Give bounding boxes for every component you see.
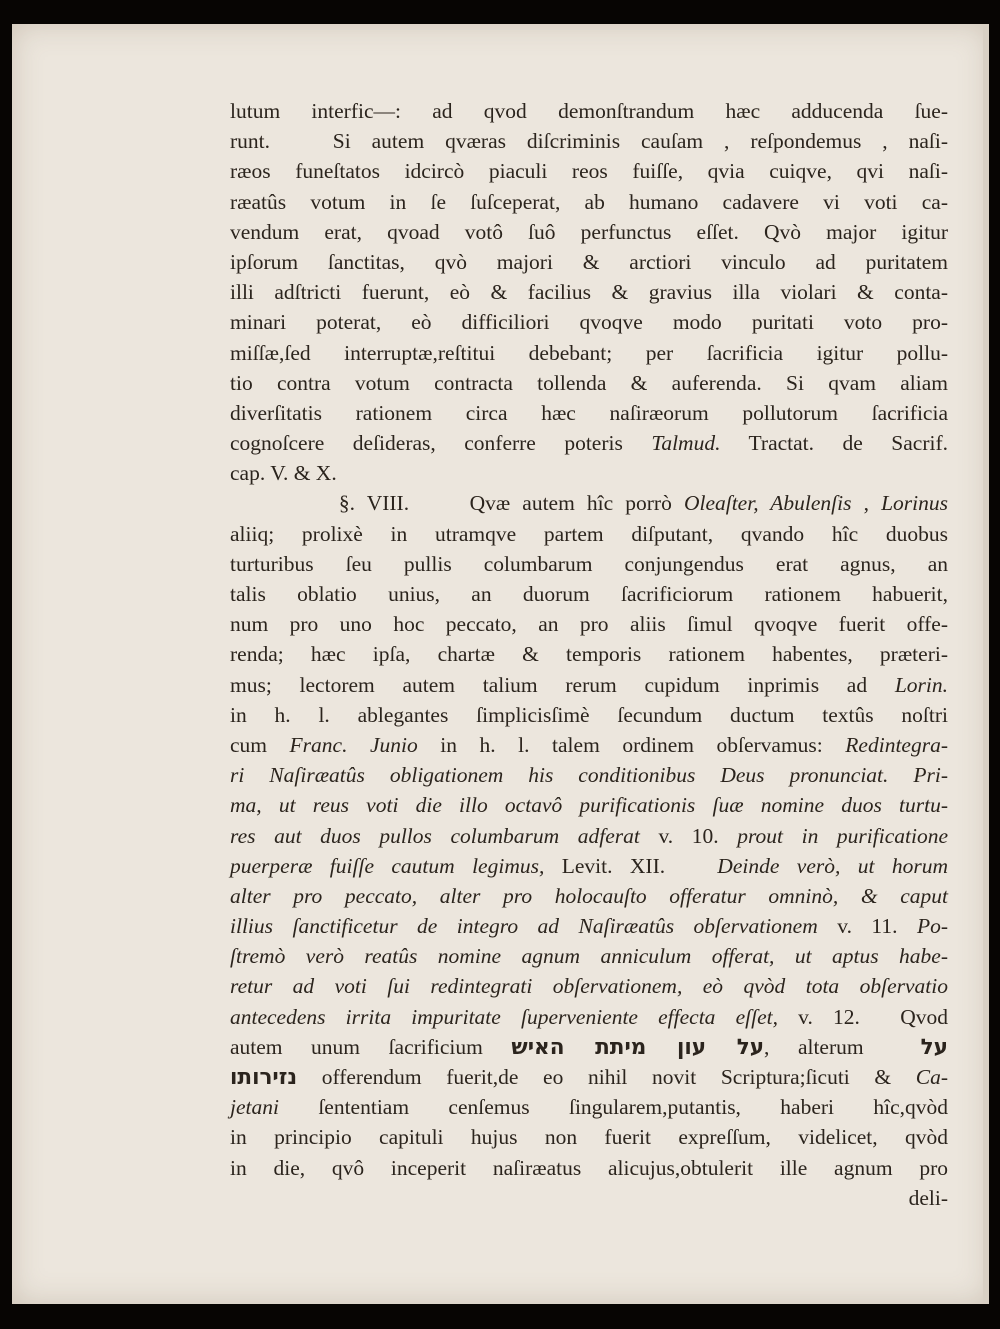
- text-line: [230, 911, 948, 941]
- text-line: [230, 217, 948, 247]
- text-segment: ſententiam cenſemus ſingularem,putantis, haberi hîc,qvòd: [278, 1095, 948, 1120]
- text-line: [230, 579, 948, 609]
- text-segment: turturibus ſeu pullis columbarum conjungendus erat agnus, an: [230, 551, 948, 576]
- text-line: [230, 609, 948, 639]
- italic-text: Talmud.: [651, 431, 721, 456]
- italic-text: ma, ut reus voti die illo octavô purificationis ſuæ nomine duos turtu-: [230, 793, 948, 818]
- text-segment: vendum erat, qvoad votô ſuô perfunctus eſſet. Qvò major igitur: [230, 219, 948, 244]
- text-line: [230, 821, 948, 851]
- text-line: [230, 1183, 948, 1213]
- book-page: [12, 24, 989, 1304]
- text-line: [230, 1153, 948, 1183]
- text-line: [230, 760, 948, 790]
- text-segment: num pro uno hoc peccato, an pro aliis ſimul qvoqve fuerit offe-: [230, 612, 948, 637]
- text-line: [230, 156, 948, 186]
- italic-text: ri Naſiræatûs obligationem his conditionibus Deus pronunciat. Pri-: [230, 763, 948, 788]
- text-segment: Tractat. de Sacrif.: [720, 431, 949, 456]
- text-line: [230, 307, 948, 337]
- text-line: [230, 247, 948, 277]
- text-segment: ræos funeſtatos idcircò piaculi reos fuiſſe, qvia cuiqve, qvi naſi-: [230, 159, 948, 184]
- text-line: [230, 670, 948, 700]
- text-segment: cognoſcere deſideras, conferre poteris: [230, 431, 652, 456]
- text-line: [230, 398, 948, 428]
- italic-text: ſtremò verò reatûs nomine agnum anniculum offerat, ut aptus habe-: [230, 944, 948, 969]
- text-segment: , alterum: [764, 1034, 921, 1059]
- text-line: [230, 458, 948, 488]
- hebrew-text: על: [920, 1034, 948, 1060]
- text-segment: in principio capituli hujus non fuerit expreſſum, videlicet, qvòd: [230, 1125, 948, 1150]
- text-line: [230, 941, 948, 971]
- text-segment: tio contra votum contracta tollenda & auferenda. Si qvam aliam: [230, 370, 948, 395]
- italic-text: Deinde verò, ut horum: [665, 853, 949, 878]
- text-segment: v. 10.: [658, 823, 719, 848]
- italic-text: res aut duos pullos columbarum adferat: [230, 823, 659, 848]
- text-line: [230, 790, 948, 820]
- text-segment: renda; hæc ipſa, chartæ & temporis rationem habentes, prӕteri-: [230, 642, 948, 667]
- text-line: [230, 1092, 948, 1122]
- italic-text: antecedens irrita impuritate ſuperveniente effecta eſſet,: [230, 1004, 799, 1029]
- text-line: [230, 881, 948, 911]
- text-segment: v. 12.: [798, 1004, 860, 1029]
- hebrew-text: על עון מיתת האיש: [511, 1034, 765, 1060]
- text-line: [230, 187, 948, 217]
- text-line: [230, 428, 948, 458]
- italic-text: Lorin.: [894, 672, 948, 697]
- italic-text: prout in purificatione: [718, 823, 948, 848]
- italic-text: illius ſanctificetur de integro ad Naſiræatûs obſervationem: [230, 914, 838, 939]
- text-segment: talis oblatio unius, an duorum ſacrificiorum rationem habuerit,: [230, 582, 948, 606]
- text-segment: ræatûs votum in ſe ſuſceperat, ab humano cadavere vi voti ca-: [230, 189, 948, 214]
- text-line: [230, 488, 948, 518]
- text-line: [230, 639, 948, 669]
- text-line: [230, 700, 948, 730]
- text-line: [230, 338, 948, 368]
- italic-text: Franc. Junio: [289, 732, 418, 757]
- italic-text: puerperæ fuiſſe cautum legimus,: [230, 853, 562, 878]
- italic-text: jetani: [230, 1095, 279, 1120]
- text-line: [230, 96, 948, 126]
- text-line: [230, 1002, 948, 1032]
- text-segment: aliiq; prolixè in utramqve partem diſputant, qvando hîc duobus: [230, 521, 948, 546]
- italic-text: Redintegra-: [845, 732, 948, 757]
- text-line: [230, 549, 948, 579]
- text-segment: in h. l. talem ordinem obſervamus:: [417, 732, 846, 757]
- text-segment: cum: [230, 732, 290, 757]
- italic-text: Po-: [897, 914, 949, 939]
- text-segment: in die, qvô inceperit naſiræatus alicujus,obtulerit ille agnum pro: [230, 1155, 948, 1180]
- text-line: [230, 277, 948, 307]
- text-segment: in h. l. ablegantes ſimplicisſimè ſecundum ductum textûs noſtri: [230, 702, 948, 727]
- text-segment: ipſorum ſanctitas, qvò majori & arctiori vinculo ad puritatem: [230, 249, 948, 274]
- text-line: [230, 1122, 948, 1152]
- text-segment: Qvod: [859, 1004, 948, 1029]
- italic-text: alter pro peccato, alter pro holocauſto offeratur omninò, & caput: [230, 883, 948, 908]
- italic-text: retur ad voti ſui redintegrati obſervationem, eò qvòd tota obſervatio: [230, 974, 948, 999]
- text-segment: lutum interfic—: ad qvod demonſtrandum hæc adducenda ſue-: [230, 99, 948, 123]
- text-line: [230, 126, 948, 156]
- text-line: [230, 1032, 948, 1062]
- text-segment: v. 11.: [837, 914, 898, 939]
- text-segment: Levit. XII.: [561, 853, 666, 878]
- text-line: [230, 971, 948, 1001]
- text-segment: cap. V. & X.: [230, 461, 337, 486]
- text-line: [230, 1062, 948, 1092]
- italic-text: Ca-: [915, 1065, 948, 1089]
- page-text: [230, 96, 948, 1213]
- text-segment: diverſitatis rationem circa hæc naſiræorum pollutorum ſacrificia: [230, 400, 948, 425]
- italic-text: Lorinus: [881, 491, 948, 516]
- text-line: [230, 851, 948, 881]
- italic-text: Oleaſter, Abulenſis: [683, 491, 852, 516]
- text-line: [230, 368, 948, 398]
- text-segment: offerendum fuerit,de eo nihil novit Scriptura;ſicuti &: [297, 1065, 916, 1089]
- text-segment: autem unum ſacrificium: [230, 1034, 512, 1059]
- text-segment: runt. Si autem qværas diſcriminis cauſam , reſpondemus , naſi-: [230, 129, 948, 154]
- hebrew-text: נזירותו: [230, 1065, 298, 1090]
- text-segment: illi adſtricti fuerunt, eò & facilius & gravius illa violari & conta-: [230, 280, 948, 305]
- text-line: [230, 519, 948, 549]
- text-segment: deli-: [908, 1185, 948, 1210]
- text-line: [230, 730, 948, 760]
- text-segment: minari poterat, eò difficiliori qvoqve modo puritati voto pro-: [230, 310, 948, 335]
- text-segment: ,: [851, 491, 882, 516]
- text-segment: §. VIII. Qvæ autem hîc porrò: [230, 491, 684, 516]
- text-segment: miſſæ,ſed interruptæ,reſtitui debebant; per ſacrificia igitur pollu-: [230, 340, 948, 365]
- text-segment: mus; lectorem autem talium rerum cupidum inprimis ad: [230, 672, 895, 697]
